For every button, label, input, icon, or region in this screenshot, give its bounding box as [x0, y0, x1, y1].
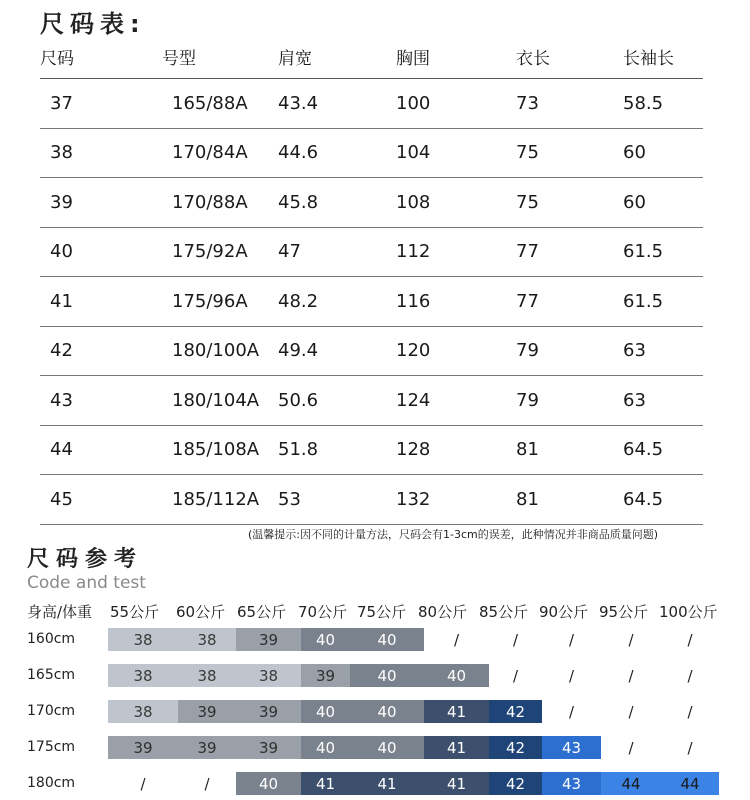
weight-header: 80公斤: [418, 603, 468, 621]
weight-header: 60公斤: [176, 603, 226, 621]
size-reference-cell: 40: [350, 700, 424, 723]
size-reference-cell: /: [628, 630, 634, 649]
cell-chest: 100: [396, 92, 431, 114]
size-reference-subtitle: Code and test: [27, 573, 146, 593]
height-label: 165cm: [27, 667, 76, 683]
weight-header: 100公斤: [659, 603, 718, 621]
size-reference-cell: /: [687, 630, 693, 649]
size-table-row: [40, 475, 703, 525]
height-weight-header: 身高/体重: [27, 603, 93, 621]
size-reference-cell: 40: [301, 736, 350, 759]
cell-sleeve: 61.5: [623, 290, 664, 312]
cell-length: 77: [516, 290, 539, 312]
size-reference-cell: /: [628, 702, 634, 721]
size-reference-cell: /: [568, 630, 575, 649]
size-reference-cell: 38: [178, 628, 236, 651]
height-label: 170cm: [27, 703, 76, 719]
cell-size: 44: [50, 439, 73, 461]
header-model: 号型: [162, 49, 196, 69]
size-table-header: [40, 38, 703, 79]
size-reference-cell: 38: [236, 664, 301, 687]
size-reference-cell: /: [628, 738, 634, 757]
cell-size: 37: [50, 92, 73, 114]
cell-chest: 104: [396, 142, 431, 164]
size-reference-cell: /: [512, 666, 519, 685]
size-reference-cell: 38: [108, 628, 178, 651]
cell-sleeve: 64.5: [623, 488, 664, 510]
size-reference-cell: 44: [661, 772, 719, 795]
cell-chest: 120: [396, 340, 431, 362]
header-sleeve: 长袖长: [623, 49, 674, 69]
cell-chest: 124: [396, 389, 431, 411]
cell-length: 81: [516, 488, 539, 510]
size-reference-cell: 39: [108, 736, 178, 759]
size-reference-cell: /: [568, 666, 575, 685]
cell-model: 170/84A: [172, 142, 248, 164]
size-reference-cell: 38: [108, 664, 178, 687]
cell-sleeve: 60: [623, 142, 646, 164]
size-reference-cell: 42: [489, 736, 542, 759]
size-reference-cell: 40: [350, 664, 424, 687]
cell-chest: 116: [396, 290, 431, 312]
size-reference-cell: 42: [489, 772, 542, 795]
cell-chest: 128: [396, 439, 431, 461]
cell-length: 75: [516, 142, 539, 164]
cell-shoulder: 48.2: [278, 290, 319, 312]
cell-sleeve: 63: [623, 340, 646, 362]
size-reference-cell: 41: [301, 772, 350, 795]
size-table-row: [40, 178, 703, 228]
size-reference-cell: 41: [424, 700, 489, 723]
size-table-row: [40, 129, 703, 179]
cell-length: 73: [516, 92, 539, 114]
size-reference-cell: /: [628, 666, 634, 685]
cell-shoulder: 49.4: [278, 340, 319, 362]
size-table-row: [40, 277, 703, 327]
weight-header: 85公斤: [479, 603, 529, 621]
cell-shoulder: 51.8: [278, 439, 319, 461]
cell-size: 42: [50, 340, 73, 362]
cell-length: 75: [516, 191, 539, 213]
size-reference-cell: 40: [350, 736, 424, 759]
size-reference-cell: 40: [236, 772, 301, 795]
weight-header: 65公斤: [237, 603, 287, 621]
cell-model: 165/88A: [172, 92, 248, 114]
size-table-title: 尺码表:: [40, 10, 146, 38]
size-reference-cell: 39: [178, 736, 236, 759]
header-length: 衣长: [516, 49, 550, 69]
cell-model: 175/96A: [172, 290, 248, 312]
header-shoulder: 肩宽: [278, 49, 312, 69]
cell-model: 185/108A: [172, 439, 260, 461]
cell-shoulder: 43.4: [278, 92, 319, 114]
size-reference-cell: 41: [424, 772, 489, 795]
size-reference-cell: /: [512, 630, 519, 649]
cell-shoulder: 53: [278, 488, 301, 510]
size-reference-cell: 40: [424, 664, 489, 687]
cell-length: 79: [516, 389, 539, 411]
size-reference-cell: 43: [542, 736, 601, 759]
size-table-row: [40, 79, 703, 129]
cell-sleeve: 58.5: [623, 92, 664, 114]
cell-chest: 132: [396, 488, 431, 510]
size-reference-cell: /: [687, 666, 693, 685]
cell-shoulder: 45.8: [278, 191, 319, 213]
weight-header: 70公斤: [298, 603, 348, 621]
size-reference-cell: 38: [178, 664, 236, 687]
cell-sleeve: 63: [623, 389, 646, 411]
cell-model: 180/100A: [172, 340, 260, 362]
size-reference-cell: 44: [601, 772, 661, 795]
cell-size: 40: [50, 241, 73, 263]
cell-length: 79: [516, 340, 539, 362]
size-table-row: [40, 327, 703, 377]
cell-sleeve: 61.5: [623, 241, 664, 263]
cell-model: 180/104A: [172, 389, 260, 411]
size-reference-cell: 39: [236, 700, 301, 723]
header-size: 尺码: [40, 49, 74, 69]
size-table-row: [40, 228, 703, 278]
measurement-note: (温馨提示:因不同的计量方法，尺码会有1-3cm的误差，此种情况并非商品质量问题): [248, 528, 659, 541]
size-reference-cell: 42: [489, 700, 542, 723]
header-chest: 胸围: [396, 49, 430, 69]
size-reference-cell: /: [453, 630, 460, 649]
cell-chest: 112: [396, 241, 431, 263]
cell-sleeve: 64.5: [623, 439, 664, 461]
size-reference-cell: /: [687, 702, 693, 721]
cell-size: 45: [50, 488, 73, 510]
cell-size: 41: [50, 290, 73, 312]
size-reference-title: 尺码参考: [27, 547, 144, 572]
cell-shoulder: 50.6: [278, 389, 319, 411]
cell-shoulder: 47: [278, 241, 301, 263]
height-label: 180cm: [27, 775, 76, 791]
size-reference-cell: /: [140, 774, 146, 793]
weight-header: 55公斤: [110, 603, 160, 621]
cell-sleeve: 60: [623, 191, 646, 213]
size-reference-cell: 39: [178, 700, 236, 723]
height-label: 160cm: [27, 631, 76, 647]
cell-shoulder: 44.6: [278, 142, 319, 164]
size-table-row: [40, 376, 703, 426]
size-reference-cell: 39: [236, 628, 301, 651]
size-table: [40, 38, 703, 525]
size-reference-cell: /: [687, 738, 693, 757]
size-table-row: [40, 426, 703, 476]
cell-size: 38: [50, 142, 73, 164]
size-reference-cell: 43: [542, 772, 601, 795]
height-label: 175cm: [27, 739, 76, 755]
size-reference-cell: 39: [236, 736, 301, 759]
weight-header: 95公斤: [599, 603, 649, 621]
cell-length: 77: [516, 241, 539, 263]
size-reference-cell: 41: [350, 772, 424, 795]
size-reference-cell: 41: [424, 736, 489, 759]
size-reference-cell: 38: [108, 700, 178, 723]
size-reference-cell: 40: [301, 700, 350, 723]
cell-length: 81: [516, 439, 539, 461]
cell-model: 170/88A: [172, 191, 248, 213]
weight-header: 75公斤: [357, 603, 407, 621]
weight-header: 90公斤: [539, 603, 589, 621]
cell-chest: 108: [396, 191, 431, 213]
cell-size: 43: [50, 389, 73, 411]
size-reference-cell: 40: [350, 628, 424, 651]
size-reference-cell: 40: [301, 628, 350, 651]
cell-model: 175/92A: [172, 241, 248, 263]
cell-size: 39: [50, 191, 73, 213]
size-reference-cell: 39: [301, 664, 350, 687]
size-reference-cell: /: [204, 774, 210, 793]
size-reference-cell: /: [568, 702, 575, 721]
cell-model: 185/112A: [172, 488, 260, 510]
